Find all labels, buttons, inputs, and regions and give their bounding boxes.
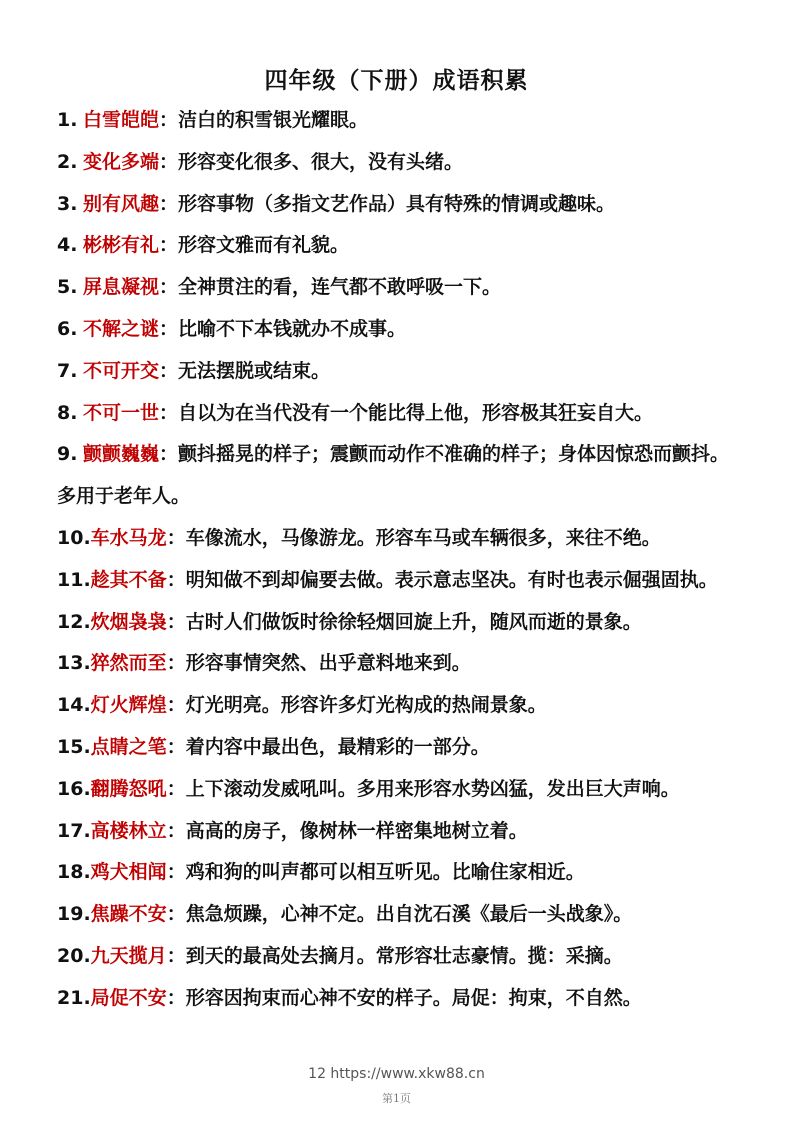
entry-colon: ： — [159, 443, 179, 466]
idiom-definition: 比喻不下本钱就办不成事。 — [178, 317, 407, 340]
entry-colon: ： — [166, 777, 186, 800]
entry-colon: ： — [159, 276, 179, 299]
idiom-entry — [57, 142, 737, 184]
idiom-term: 灯火辉煌 — [90, 694, 167, 717]
idiom-term: 炊烟袅袅 — [90, 610, 167, 633]
page-number: 第1页 — [382, 1092, 411, 1105]
entry-number: 19. — [57, 903, 91, 926]
page-title: 四年级（下册）成语积累 — [264, 68, 529, 94]
idiom-term: 鸡犬相闻 — [90, 861, 167, 884]
entry-number: 2. — [57, 150, 78, 173]
entry-number: 15. — [57, 735, 91, 758]
idiom-definition: 灯光明亮。形容许多灯光构成的热闹景象。 — [185, 694, 547, 717]
idiom-term: 高楼林立 — [90, 819, 167, 842]
entry-colon: ： — [166, 610, 186, 633]
idiom-entry — [57, 685, 737, 727]
idiom-term: 别有风趣 — [83, 192, 160, 215]
idiom-definition: 车像流水，马像游龙。形容车马或车辆很多，来往不绝。 — [185, 526, 661, 549]
idiom-definition: 无法摆脱或结束。 — [178, 359, 331, 382]
entry-colon: ： — [159, 234, 179, 257]
idiom-entry — [57, 225, 737, 267]
entry-colon: ： — [166, 694, 186, 717]
idiom-definition: 形容变化很多、很大，没有头绪。 — [178, 150, 464, 173]
idiom-term: 变化多端 — [83, 150, 160, 173]
idiom-entry — [57, 267, 737, 309]
idiom-definition: 高高的房子，像树林一样密集地树立着。 — [185, 819, 528, 842]
idiom-entry — [57, 100, 737, 142]
idiom-term: 猝然而至 — [90, 652, 167, 675]
entry-number: 11. — [57, 568, 91, 591]
idiom-entry — [57, 560, 737, 602]
idiom-definition: 古时人们做饭时徐徐轻烟回旋上升，随风而逝的景象。 — [185, 610, 642, 633]
idiom-term: 白雪皑皑 — [83, 109, 160, 131]
idiom-definition: 全神贯注的看，连气都不敢呼吸一下。 — [178, 276, 502, 299]
idiom-entry — [57, 727, 737, 769]
idiom-definition: 形容因拘束而心神不安的样子。局促：拘束，不自然。 — [185, 986, 642, 1009]
idiom-entry — [57, 643, 737, 685]
entry-number: 4. — [57, 234, 78, 257]
idiom-term: 点睛之笔 — [90, 735, 167, 758]
idiom-definition: 上下滚动发威吼叫。多用来形容水势凶猛，发出巨大声响。 — [185, 777, 680, 800]
idiom-entry — [57, 769, 737, 811]
idiom-definition: 形容事物（多指文艺作品）具有特殊的情调或趣味。 — [178, 192, 616, 215]
entry-number: 6. — [57, 317, 78, 340]
entry-colon: ： — [166, 652, 186, 675]
entry-number: 16. — [57, 777, 91, 800]
idiom-definition: 洁白的积雪银光耀眼。 — [178, 109, 369, 131]
entry-colon: ： — [166, 568, 186, 591]
entry-number: 18. — [57, 861, 91, 884]
idiom-entry — [57, 936, 737, 978]
idiom-definition: 自以为在当代没有一个能比得上他，形容极其狂妄自大。 — [178, 401, 654, 424]
entry-colon: ： — [159, 109, 179, 131]
idiom-term: 不可开交 — [83, 359, 160, 382]
idiom-list — [57, 100, 737, 1020]
idiom-definition: 颤抖摇晃的样子；震颤而动作不准确的样子；身体因惊恐而颤抖。多用于老年人。 — [57, 443, 730, 508]
idiom-entry — [57, 434, 737, 518]
idiom-term: 屏息凝视 — [83, 276, 160, 299]
idiom-term: 局促不安 — [90, 986, 167, 1009]
entry-number: 5. — [57, 276, 78, 299]
idiom-term: 彬彬有礼 — [83, 234, 160, 257]
entry-number: 13. — [57, 652, 91, 675]
entry-colon: ： — [159, 150, 179, 173]
entry-colon: ： — [159, 401, 179, 424]
idiom-entry — [57, 852, 737, 894]
idiom-definition: 明知做不到却偏要去做。表示意志坚决。有时也表示倔强固执。 — [185, 568, 718, 591]
entry-colon: ： — [166, 526, 186, 549]
idiom-term: 趁其不备 — [90, 568, 167, 591]
idiom-entry — [57, 602, 737, 644]
entry-colon: ： — [166, 986, 186, 1009]
idiom-definition: 形容事情突然、出乎意料地来到。 — [185, 652, 471, 675]
entry-number: 1. — [57, 109, 78, 131]
entry-number: 17. — [57, 819, 91, 842]
entry-colon: ： — [159, 317, 179, 340]
idiom-definition: 到天的最高处去摘月。常形容壮志豪情。揽：采摘。 — [185, 944, 623, 967]
idiom-term: 翻腾怒吼 — [90, 777, 167, 800]
entry-number: 21. — [57, 986, 91, 1009]
entry-colon: ： — [159, 359, 179, 382]
idiom-entry — [57, 309, 737, 351]
entry-colon: ： — [166, 735, 186, 758]
idiom-term: 颤颤巍巍 — [83, 443, 160, 466]
idiom-definition: 着内容中最出色，最精彩的一部分。 — [185, 735, 490, 758]
entry-number: 8. — [57, 401, 78, 424]
idiom-term: 车水马龙 — [90, 526, 167, 549]
entry-number: 20. — [57, 944, 91, 967]
idiom-entry — [57, 518, 737, 560]
idiom-entry — [57, 978, 737, 1020]
entry-colon: ： — [166, 903, 186, 926]
entry-number: 9. — [57, 443, 78, 466]
idiom-term: 不解之谜 — [83, 317, 160, 340]
idiom-term: 不可一世 — [83, 401, 160, 424]
idiom-entry — [57, 811, 737, 853]
watermark-text: 12 https://www.xkw88.cn — [308, 1066, 485, 1082]
idiom-term: 焦躁不安 — [90, 903, 167, 926]
idiom-entry — [57, 393, 737, 435]
entry-number: 7. — [57, 359, 78, 382]
entry-number: 3. — [57, 192, 78, 215]
entry-colon: ： — [166, 944, 186, 967]
entry-colon: ： — [166, 819, 186, 842]
entry-colon: ： — [166, 861, 186, 884]
idiom-definition: 鸡和狗的叫声都可以相互听见。比喻住家相近。 — [185, 861, 585, 884]
entry-colon: ： — [159, 192, 179, 215]
idiom-term: 九天揽月 — [90, 944, 167, 967]
entry-number: 12. — [57, 610, 91, 633]
idiom-definition: 形容文雅而有礼貌。 — [178, 234, 350, 257]
idiom-entry — [57, 184, 737, 226]
idiom-definition: 焦急烦躁，心神不定。出自沈石溪《最后一头战象》。 — [185, 903, 633, 926]
entry-number: 14. — [57, 694, 91, 717]
idiom-entry — [57, 894, 737, 936]
entry-number: 10. — [57, 526, 91, 549]
idiom-entry — [57, 351, 737, 393]
